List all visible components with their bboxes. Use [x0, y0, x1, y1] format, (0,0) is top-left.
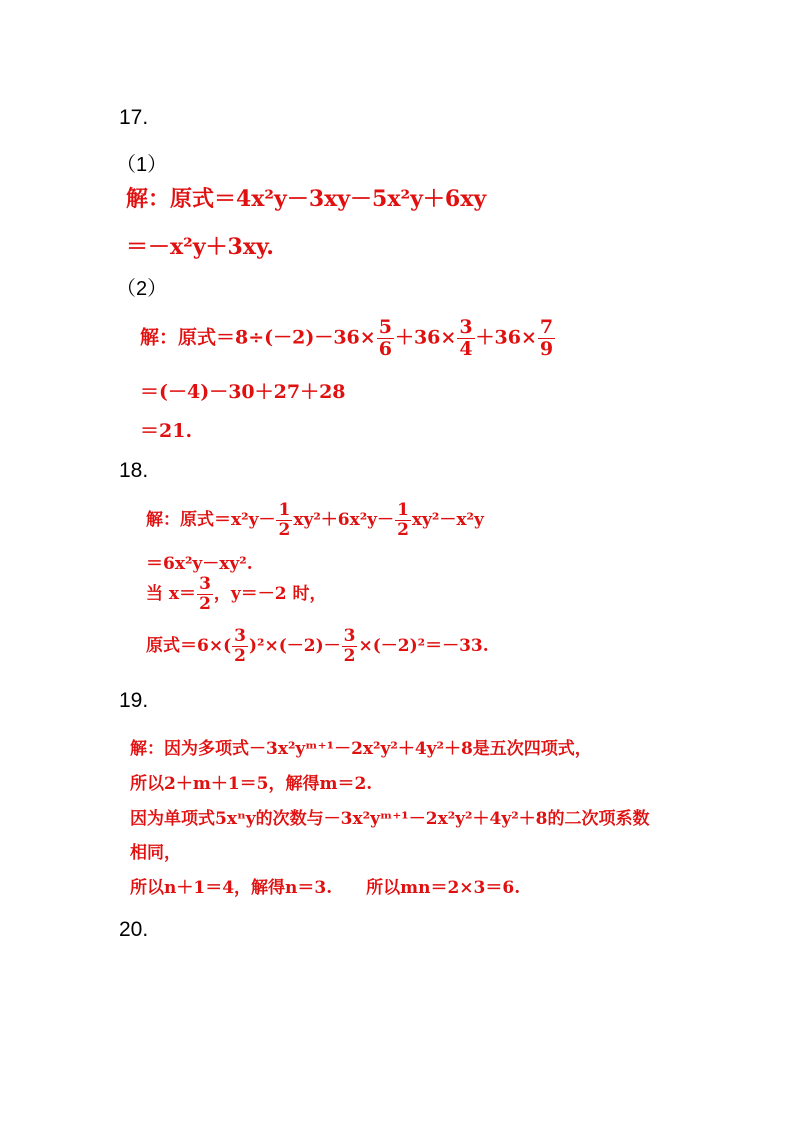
text-segment: )²×(－2)－	[248, 636, 341, 656]
denominator: 2	[234, 646, 246, 666]
denominator: 2	[397, 520, 409, 540]
problem-19-line-3: 因为单项式5xⁿy的次数与－3x²yᵐ⁺¹－2x²y²＋4y²＋8的二次项系数	[130, 809, 650, 829]
problem-17-part-2-line-1	[140, 318, 556, 359]
fraction	[232, 628, 248, 665]
denominator: 4	[459, 338, 473, 360]
problem-18-line-4	[146, 628, 489, 665]
problem-19-line-2: 所以2＋m＋1＝5，解得m＝2.	[130, 774, 373, 794]
problem-18-line-3	[146, 576, 327, 613]
problem-18-line-1	[146, 502, 484, 539]
text-segment: ＋36×	[475, 326, 537, 349]
numerator: 3	[199, 574, 211, 594]
numerator: 1	[278, 500, 291, 520]
numerator: 1	[397, 500, 409, 520]
numerator: 7	[539, 316, 554, 338]
fraction	[457, 318, 474, 359]
numerator: 5	[378, 316, 392, 338]
text-segment: xy²＋6x²y－	[293, 510, 395, 530]
problem-19-line-5: 所以n＋1＝4，解得n＝3. 所以mn＝2×3＝6.	[130, 878, 521, 898]
denominator: 2	[199, 594, 211, 614]
text-segment: ，y＝－2 时，	[213, 584, 327, 604]
problem-19-line-1: 解：因为多项式－3x²yᵐ⁺¹－2x²y²＋4y²＋8是五次四项式，	[130, 739, 592, 759]
problem-17-part-1-line-2: ＝－x²y＋3xy.	[126, 234, 274, 260]
text-segment: 原式＝6×(	[146, 636, 232, 656]
denominator: 2	[343, 646, 356, 666]
problem-17-part-2-label: （2）	[116, 278, 168, 300]
problem-17-part-1-line-1: 解：原式＝4x²y－3xy－5x²y＋6xy	[126, 186, 487, 212]
problem-17-number: 17.	[119, 106, 149, 129]
numerator: 3	[459, 316, 473, 338]
denominator: 2	[278, 520, 291, 540]
problem-17-part-2-line-3: ＝21.	[140, 420, 193, 442]
problem-19-number: 19.	[119, 689, 149, 712]
fraction	[377, 318, 394, 359]
text-segment: ＋36×	[394, 326, 457, 349]
denominator: 6	[378, 338, 392, 360]
problem-18-number: 18.	[119, 459, 149, 482]
numerator: 3	[234, 626, 246, 646]
fraction	[276, 502, 292, 539]
fraction	[538, 318, 555, 359]
problem-17-part-1-label: （1）	[116, 154, 168, 176]
fraction	[197, 576, 213, 613]
text-segment: 当 x＝	[146, 584, 197, 604]
text-segment: ×(－2)²＝－33.	[358, 636, 489, 656]
problem-19-line-4: 相同，	[130, 843, 181, 863]
problem-18-line-2: ＝6x²y－xy².	[146, 554, 253, 574]
numerator: 3	[343, 626, 356, 646]
text-segment: 解：原式＝8÷(－2)－36×	[140, 326, 376, 349]
fraction	[342, 628, 358, 665]
problem-20-number: 20.	[119, 918, 149, 941]
fraction	[395, 502, 411, 539]
text-segment: 解：原式＝x²y－	[146, 510, 276, 530]
problem-17-part-2-line-2: ＝(－4)－30＋27＋28	[140, 381, 346, 403]
denominator: 9	[539, 338, 554, 360]
text-segment: xy²－x²y	[411, 510, 484, 530]
